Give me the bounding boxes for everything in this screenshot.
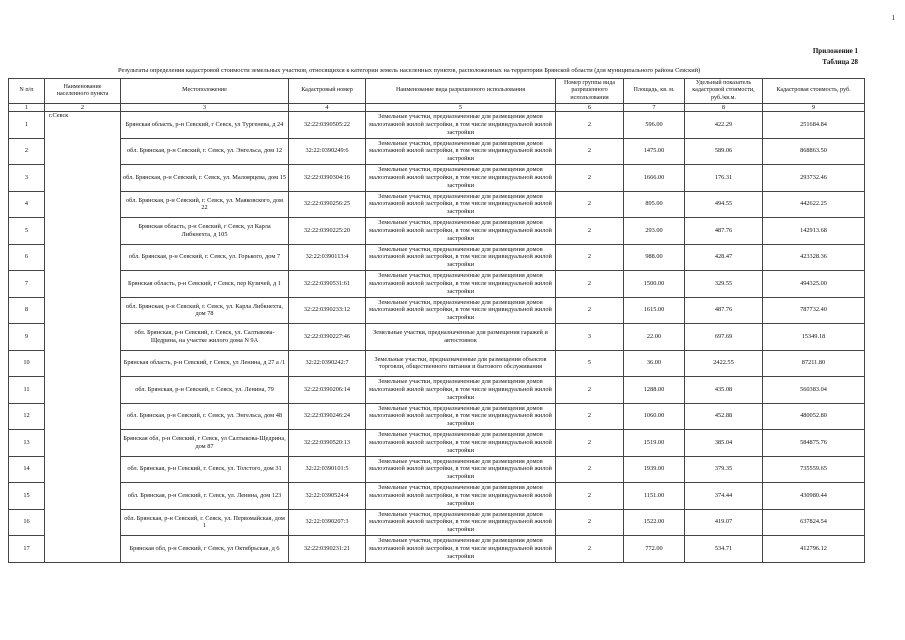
permitted-use-cell: Земельные участки, предназначенные для размещения домов малоэтажной жилой застройки, в том числе индивидуальной жилой застройки	[366, 483, 556, 510]
row-number-cell: 5	[9, 218, 45, 245]
row-number-cell: 9	[9, 324, 45, 351]
appendix-label	[813, 46, 858, 68]
row-number-cell: 8	[9, 297, 45, 324]
header-cell: Местоположение	[121, 79, 289, 104]
location-cell: обл. Брянская, р-н Севский, г. Севск, ул. Малоярцева, дом 15	[121, 165, 289, 192]
table-row	[9, 456, 865, 483]
specific-value-cell: 697.69	[685, 324, 763, 351]
permitted-use-cell: Земельные участки, предназначенные для размещения домов малоэтажной жилой застройки, в том числе индивидуальной жилой застройки	[366, 271, 556, 298]
row-number-cell: 13	[9, 430, 45, 457]
permitted-use-cell: Земельные участки, предназначенные для размещения домов малоэтажной жилой застройки, в том числе индивидуальной жилой застройки	[366, 403, 556, 430]
location-cell: обл. Брянская, р-н Севский, г. Севск, ул. Маяковского, дом 22	[121, 191, 289, 218]
use-group-cell: 2	[556, 191, 624, 218]
cadastral-number-cell: 32:22:0390225:20	[289, 218, 366, 245]
location-cell: обл. Брянская, р-н Севский, г. Севск, ул. Ленина, дом 123	[121, 483, 289, 510]
table-row	[9, 324, 865, 351]
table-number: Таблица 28	[822, 58, 858, 66]
location-cell: обл. Брянская, р-н Севский, г. Севск, ул. Первомайская, дом 1	[121, 509, 289, 536]
specific-value-cell: 487.76	[685, 218, 763, 245]
location-cell: обл. Брянская, р-н Севский, г. Севск, ул. Карла Либкнехта, дом 78	[121, 297, 289, 324]
table-caption: Результаты определения кадастровой стоимости земельных участков, относящихся к категории земель населенных пунктов, расположенных на территории Брянской области (для муниципального района Севский)	[118, 67, 701, 74]
area-cell: 36.00	[624, 350, 685, 377]
table-row	[9, 350, 865, 377]
location-cell: обл. Брянская, р-н Севский, г. Севск, ул. Толстого, дом 31	[121, 456, 289, 483]
location-cell: обл. Брянская, р-н Севский, г. Севск, ул. Энгельса, дом 48	[121, 403, 289, 430]
cadastral-number-cell: 32:22:0390206:14	[289, 377, 366, 404]
row-number-cell: 12	[9, 403, 45, 430]
cadastral-value-cell: 637824.54	[763, 509, 865, 536]
header-row	[9, 79, 865, 104]
permitted-use-cell: Земельные участки, предназначенные для размещения гаражей и автостоянок	[366, 324, 556, 351]
area-cell: 1288.00	[624, 377, 685, 404]
page-number: 1	[891, 14, 895, 22]
cadastral-value-cell: 868863.50	[763, 138, 865, 165]
use-group-cell: 2	[556, 218, 624, 245]
use-group-cell: 2	[556, 509, 624, 536]
use-group-cell: 2	[556, 456, 624, 483]
cadastral-value-cell: 251684.84	[763, 112, 865, 139]
table-row	[9, 112, 865, 139]
table-row	[9, 509, 865, 536]
column-number: 8	[685, 104, 763, 112]
cadastral-value-cell: 442622.25	[763, 191, 865, 218]
location-cell: Брянская обл, р-н Севский, г Севск, ул Салтыкова-Щедрина, дом 87	[121, 430, 289, 457]
table-row	[9, 218, 865, 245]
permitted-use-cell: Земельные участки, предназначенные для размещения домов малоэтажной жилой застройки, в том числе индивидуальной жилой застройки	[366, 377, 556, 404]
cadastral-value-cell: 423328.36	[763, 244, 865, 271]
location-cell: Брянская область, р-н Севский, г Севск, ул Карла Либкнехта, д 105	[121, 218, 289, 245]
row-number-cell: 3	[9, 165, 45, 192]
specific-value-cell: 385.04	[685, 430, 763, 457]
table-row	[9, 165, 865, 192]
location-cell: обл. Брянская, р-н Севский, г. Севск, ул. Ленина, 79	[121, 377, 289, 404]
area-cell: 988.00	[624, 244, 685, 271]
header-cell: Наименование вида разрешенного использования	[366, 79, 556, 104]
specific-value-cell: 374.44	[685, 483, 763, 510]
area-cell: 22.00	[624, 324, 685, 351]
use-group-cell: 2	[556, 112, 624, 139]
use-group-cell: 2	[556, 271, 624, 298]
row-number-cell: 4	[9, 191, 45, 218]
cadastral-number-cell: 32:22:0390524:4	[289, 483, 366, 510]
area-cell: 1615.00	[624, 297, 685, 324]
use-group-cell: 2	[556, 377, 624, 404]
header-cell: Кадастровая стоимость, руб.	[763, 79, 865, 104]
row-number-cell: 11	[9, 377, 45, 404]
area-cell: 1151.00	[624, 483, 685, 510]
header-cell: Кадастровый номер	[289, 79, 366, 104]
specific-value-cell: 2422.55	[685, 350, 763, 377]
cadastral-number-cell: 32:22:0390256:25	[289, 191, 366, 218]
cadastral-number-cell: 32:22:0390101:5	[289, 456, 366, 483]
row-number-cell: 15	[9, 483, 45, 510]
cadastral-number-cell: 32:22:0390304:16	[289, 165, 366, 192]
specific-value-cell: 534.71	[685, 536, 763, 563]
cadastral-number-cell: 32:22:0390227:46	[289, 324, 366, 351]
specific-value-cell: 176.31	[685, 165, 763, 192]
settlement-cell: г.Севск	[45, 112, 121, 563]
use-group-cell: 3	[556, 324, 624, 351]
cadastral-number-cell: 32:22:0390113:4	[289, 244, 366, 271]
use-group-cell: 2	[556, 165, 624, 192]
permitted-use-cell: Земельные участки, предназначенные для размещения домов малоэтажной жилой застройки, в том числе индивидуальной жилой застройки	[366, 536, 556, 563]
permitted-use-cell: Земельные участки, предназначенные для размещения домов малоэтажной жилой застройки, в том числе индивидуальной жилой застройки	[366, 509, 556, 536]
area-cell: 1666.00	[624, 165, 685, 192]
row-number-cell: 16	[9, 509, 45, 536]
column-number: 7	[624, 104, 685, 112]
specific-value-cell: 494.55	[685, 191, 763, 218]
area-cell: 1939.00	[624, 456, 685, 483]
cadastral-value-cell: 87211.80	[763, 350, 865, 377]
header-cell: Удельный показатель кадастровой стоимости, руб./кв.м.	[685, 79, 763, 104]
area-cell: 1060.00	[624, 403, 685, 430]
cadastral-value-cell: 494325.00	[763, 271, 865, 298]
permitted-use-cell: Земельные участки, предназначенные для размещения домов малоэтажной жилой застройки, в том числе индивидуальной жилой застройки	[366, 456, 556, 483]
use-group-cell: 5	[556, 350, 624, 377]
cadastral-number-cell: 32:22:0390242:7	[289, 350, 366, 377]
area-cell: 772.00	[624, 536, 685, 563]
table-row	[9, 483, 865, 510]
cadastral-value-cell: 15349.18	[763, 324, 865, 351]
cadastral-number-cell: 32:22:0390531:61	[289, 271, 366, 298]
cadastral-value-table	[8, 78, 865, 563]
area-cell: 1500.00	[624, 271, 685, 298]
cadastral-value-cell: 584875.76	[763, 430, 865, 457]
row-number-cell: 7	[9, 271, 45, 298]
row-number-cell: 6	[9, 244, 45, 271]
location-cell: Брянская обл, р-н Севский, г Севск, ул Октябрьская, д 6	[121, 536, 289, 563]
permitted-use-cell: Земельные участки, предназначенные для размещения домов малоэтажной жилой застройки, в том числе индивидуальной жилой застройки	[366, 138, 556, 165]
use-group-cell: 2	[556, 430, 624, 457]
permitted-use-cell: Земельные участки, предназначенные для размещения домов малоэтажной жилой застройки, в том числе индивидуальной жилой застройки	[366, 112, 556, 139]
row-number-cell: 14	[9, 456, 45, 483]
use-group-cell: 2	[556, 297, 624, 324]
cadastral-number-cell: 32:22:0390246:24	[289, 403, 366, 430]
area-cell: 1519.00	[624, 430, 685, 457]
location-cell: Брянская область, р-н Севский, г Севск, пер Кузичей, д 1	[121, 271, 289, 298]
location-cell: обл. Брянская, р-н Севский, г. Севск, ул. Салтыкова-Щедрина, на участке жилого дома N 9А	[121, 324, 289, 351]
permitted-use-cell: Земельные участки, предназначенные для размещения домов малоэтажной жилой застройки, в том числе индивидуальной жилой застройки	[366, 430, 556, 457]
table-row	[9, 536, 865, 563]
use-group-cell: 2	[556, 244, 624, 271]
row-number-cell: 1	[9, 112, 45, 139]
location-cell: обл. Брянская, р-н Севский, г. Севск, ул. Горького, дом 7	[121, 244, 289, 271]
location-cell: обл. Брянская, р-н Севский, г. Севск, ул. Энгельса, дом 12	[121, 138, 289, 165]
row-number-cell: 2	[9, 138, 45, 165]
header-cell: Наименование населенного пункта	[45, 79, 121, 104]
permitted-use-cell: Земельные участки, предназначенные для размещения домов малоэтажной жилой застройки, в том числе индивидуальной жилой застройки	[366, 297, 556, 324]
row-number-cell: 17	[9, 536, 45, 563]
column-number-row	[9, 104, 865, 112]
cadastral-number-cell: 32:22:0390231:21	[289, 536, 366, 563]
permitted-use-cell: Земельные участки, предназначенные для размещения объектов торговли, общественного питания и бытового обслуживания	[366, 350, 556, 377]
cadastral-value-cell: 560383.04	[763, 377, 865, 404]
header-cell: Номер группы вида разрешенного использования	[556, 79, 624, 104]
specific-value-cell: 435.08	[685, 377, 763, 404]
row-number-cell: 10	[9, 350, 45, 377]
location-cell: Брянская область, р-н Севский, г Севск, ул Ленина, д 27 а /1	[121, 350, 289, 377]
cadastral-number-cell: 32:22:0390520:13	[289, 430, 366, 457]
column-number: 6	[556, 104, 624, 112]
location-cell: Брянская область, р-н Севский, г Севск, ул Тургенева, д 24	[121, 112, 289, 139]
table-row	[9, 271, 865, 298]
column-number: 5	[366, 104, 556, 112]
cadastral-value-cell: 412796.12	[763, 536, 865, 563]
column-number: 9	[763, 104, 865, 112]
permitted-use-cell: Земельные участки, предназначенные для размещения домов малоэтажной жилой застройки, в том числе индивидуальной жилой застройки	[366, 165, 556, 192]
area-cell: 1475.00	[624, 138, 685, 165]
cadastral-value-cell: 293732.46	[763, 165, 865, 192]
cadastral-value-cell: 430980.44	[763, 483, 865, 510]
cadastral-value-cell: 735559.65	[763, 456, 865, 483]
cadastral-value-cell: 787732.40	[763, 297, 865, 324]
permitted-use-cell: Земельные участки, предназначенные для размещения домов малоэтажной жилой застройки, в том числе индивидуальной жилой застройки	[366, 244, 556, 271]
table-row	[9, 138, 865, 165]
table-row	[9, 430, 865, 457]
area-cell: 596.00	[624, 112, 685, 139]
specific-value-cell: 329.55	[685, 271, 763, 298]
specific-value-cell: 452.88	[685, 403, 763, 430]
column-number: 2	[45, 104, 121, 112]
area-cell: 293.00	[624, 218, 685, 245]
cadastral-number-cell: 32:22:0390233:12	[289, 297, 366, 324]
cadastral-number-cell: 32:22:0390207:3	[289, 509, 366, 536]
table-row	[9, 191, 865, 218]
specific-value-cell: 422.29	[685, 112, 763, 139]
cadastral-number-cell: 32:22:0390249:6	[289, 138, 366, 165]
use-group-cell: 2	[556, 536, 624, 563]
column-number: 1	[9, 104, 45, 112]
specific-value-cell: 487.76	[685, 297, 763, 324]
use-group-cell: 2	[556, 138, 624, 165]
area-cell: 895.00	[624, 191, 685, 218]
cadastral-number-cell: 32:22:0390505:22	[289, 112, 366, 139]
header-cell: Площадь, кв. м.	[624, 79, 685, 104]
specific-value-cell: 419.07	[685, 509, 763, 536]
use-group-cell: 2	[556, 403, 624, 430]
table-row	[9, 244, 865, 271]
specific-value-cell: 379.35	[685, 456, 763, 483]
area-cell: 1522.00	[624, 509, 685, 536]
use-group-cell: 2	[556, 483, 624, 510]
cadastral-value-cell: 142913.68	[763, 218, 865, 245]
header-cell: N п/п	[9, 79, 45, 104]
column-number: 4	[289, 104, 366, 112]
permitted-use-cell: Земельные участки, предназначенные для размещения домов малоэтажной жилой застройки, в том числе индивидуальной жилой застройки	[366, 191, 556, 218]
column-number: 3	[121, 104, 289, 112]
cadastral-value-cell: 480052.80	[763, 403, 865, 430]
permitted-use-cell: Земельные участки, предназначенные для размещения домов малоэтажной жилой застройки, в том числе индивидуальной жилой застройки	[366, 218, 556, 245]
table-row	[9, 403, 865, 430]
specific-value-cell: 428.47	[685, 244, 763, 271]
table-row	[9, 377, 865, 404]
table-row	[9, 297, 865, 324]
specific-value-cell: 589.06	[685, 138, 763, 165]
appendix-line: Приложение 1	[812, 47, 858, 55]
